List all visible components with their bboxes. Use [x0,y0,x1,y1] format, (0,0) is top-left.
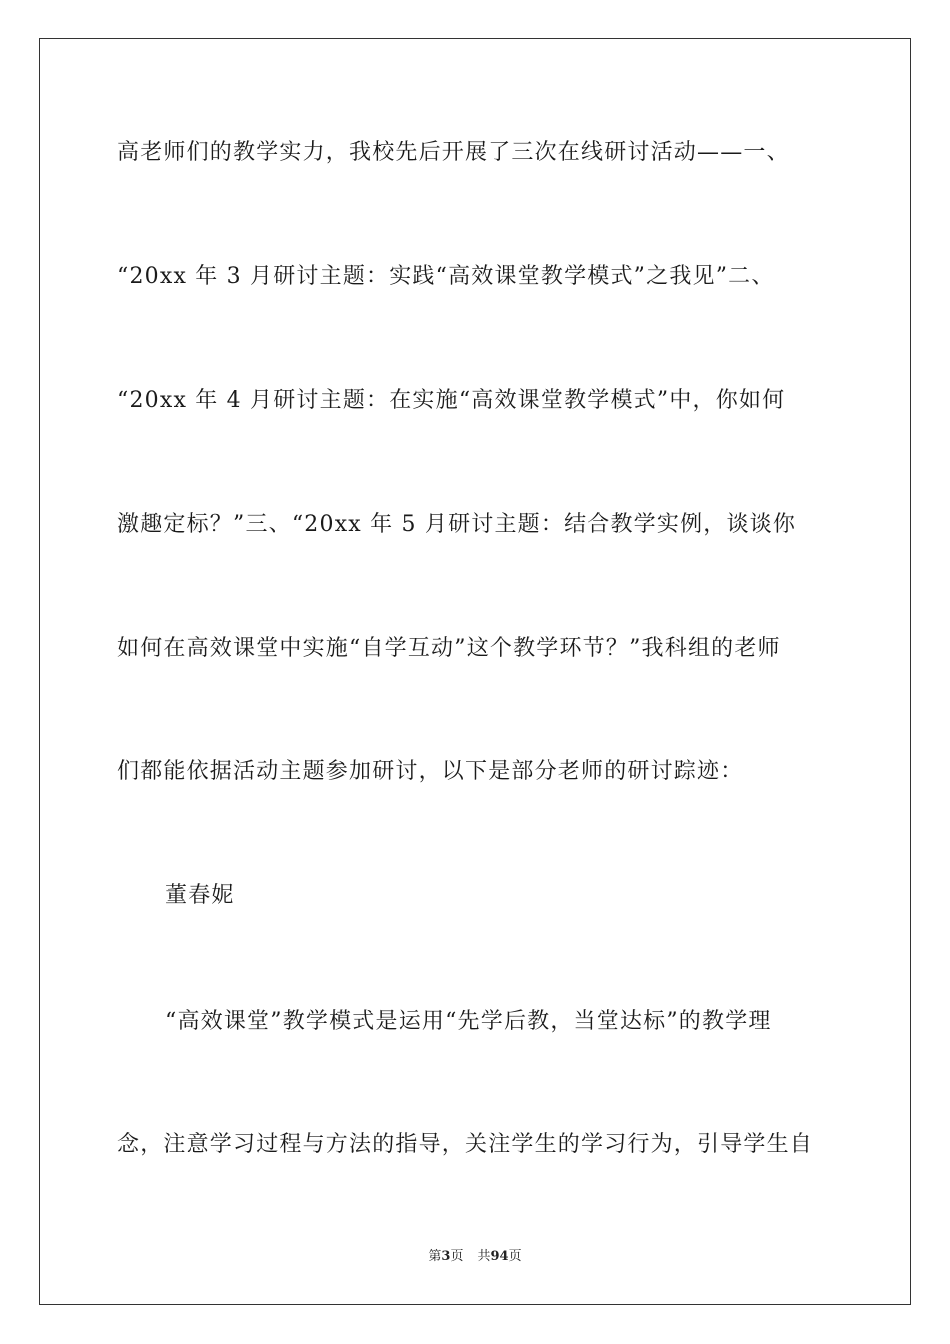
body-text-line-3: “20xx 年 4 月研讨主题：在实施“高效课堂教学模式”中，你如何 [117,388,786,413]
author-name: 董春妮 [165,883,235,908]
total-prefix: 共 [477,1249,491,1264]
body-text-line-4: 激趣定标？”三、“20xx 年 5 月研讨主题：结合教学实例，谈谈你 [117,512,797,537]
page-border [39,38,911,1305]
page-footer [0,1248,950,1266]
body-text-line-6: 们都能依据活动主题参加研讨，以下是部分老师的研讨踪迹： [117,759,744,784]
body-text-line-7: “高效课堂”教学模式是运用“先学后教，当堂达标”的教学理 [165,1009,772,1034]
page-number: 3 [441,1249,451,1264]
body-text-line-2: “20xx 年 3 月研讨主题：实践“高效课堂教学模式”之我见”二、 [117,264,775,289]
body-text-line-5: 如何在高效课堂中实施“自学互动”这个教学环节？”我科组的老师 [117,636,781,661]
total-suffix: 页 [508,1249,522,1264]
page-prefix: 第 [428,1249,442,1264]
body-text-line-8: 念，注意学习过程与方法的指导，关注学生的学习行为，引导学生自 [117,1132,814,1157]
body-text-line-1: 高老师们的教学实力，我校先后开展了三次在线研讨活动——一、 [117,140,790,165]
total-pages: 94 [490,1249,509,1264]
page-suffix: 页 [450,1249,464,1264]
